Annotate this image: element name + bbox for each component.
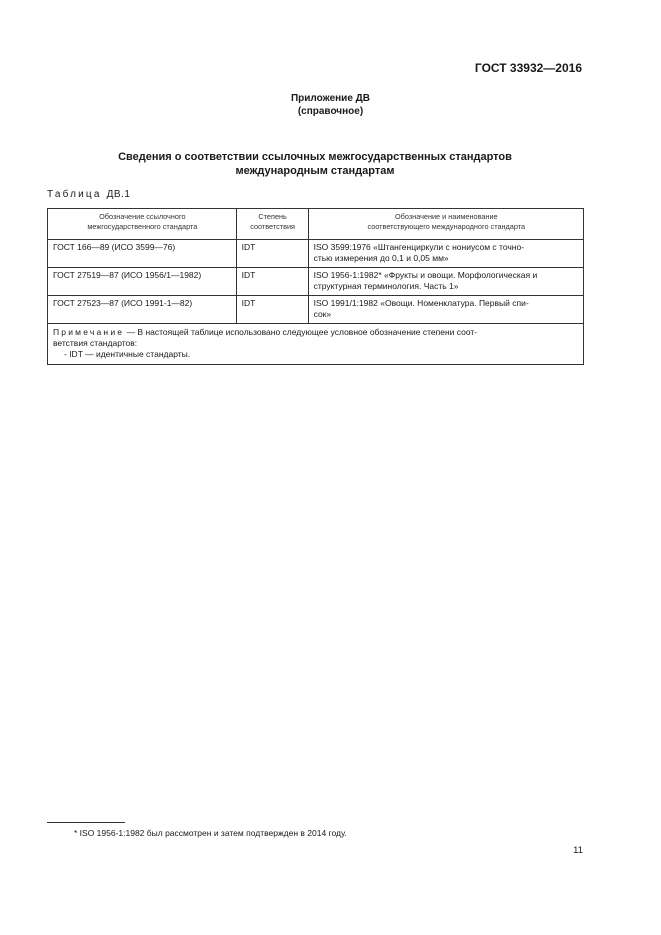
table-note-line-3: - IDT — идентичные стандарты. [64, 349, 191, 359]
column-header-international-line-2: соответствующего международного стандарта [367, 222, 526, 231]
table-note-label: Примечание [53, 327, 125, 337]
appendix-title-block [0, 92, 661, 118]
international-standard-cell [308, 268, 583, 296]
table-note [48, 324, 584, 365]
column-header-degree-line-1: Степень [258, 212, 287, 221]
degree-cell: IDT [236, 240, 308, 268]
section-heading-line-1: Сведения о соответствии ссылочных межгосударственных стандартов [118, 151, 512, 163]
column-header-gost [48, 209, 237, 240]
gost-cell: ГОСТ 166—89 (ИСО 3599—76) [48, 240, 237, 268]
column-header-international [308, 209, 583, 240]
gost-cell: ГОСТ 27519—87 (ИСО 1956/1—1982) [48, 268, 237, 296]
table-note-text: — В настоящей таблице использовано следующее условное обозначение степени соот- [124, 327, 478, 337]
table-row [48, 296, 584, 324]
degree-cell: IDT [236, 268, 308, 296]
gost-cell: ГОСТ 27523—87 (ИСО 1991-1—82) [48, 296, 237, 324]
international-standard-line-2: структурная терминология. Часть 1» [313, 281, 459, 291]
appendix-subtitle: (справочное) [297, 106, 364, 117]
international-standard-line-2: сок» [313, 309, 332, 319]
table-caption-number: ДВ.1 [106, 189, 131, 200]
document-code: ГОСТ 33932—2016 [474, 61, 582, 75]
appendix-title: Приложение ДВ [290, 93, 371, 104]
section-heading-line-2: международным стандартам [235, 165, 395, 177]
column-header-gost-line-1: Обозначение ссылочного [99, 212, 186, 221]
international-standard-line-1: ISO 1956-1:1982* «Фрукты и овощи. Морфологическая и [313, 270, 538, 280]
degree-cell: IDT [236, 296, 308, 324]
table-note-row [48, 324, 584, 365]
section-heading [0, 150, 630, 178]
table-header-row [48, 209, 584, 240]
international-standard-line-1: ISO 1991/1:1982 «Овощи. Номенклатура. Первый спи- [313, 298, 529, 308]
table-caption [47, 189, 130, 200]
page-number: 11 [573, 845, 583, 856]
standards-table [47, 208, 584, 365]
table-row [48, 268, 584, 296]
international-standard-cell [308, 296, 583, 324]
table-note-line-2: ветствия стандартов: [53, 338, 138, 348]
column-header-degree [236, 209, 308, 240]
footnote-divider [47, 822, 125, 823]
column-header-gost-line-2: межгосударственного стандарта [87, 222, 198, 231]
column-header-international-line-1: Обозначение и наименование [394, 212, 498, 221]
footnote: * ISO 1956-1:1982 был рассмотрен и затем подтвержден в 2014 году. [74, 828, 347, 838]
international-standard-line-1: ISO 3599:1976 «Штангенциркули с нониусом с точно- [313, 242, 525, 252]
column-header-degree-line-2: соответствия [250, 222, 296, 231]
table-caption-label: Таблица [47, 189, 102, 200]
table-row [48, 240, 584, 268]
international-standard-cell [308, 240, 583, 268]
table-note-line-1 [53, 327, 578, 338]
international-standard-line-2: стью измерения до 0,1 и 0,05 мм» [313, 253, 449, 263]
